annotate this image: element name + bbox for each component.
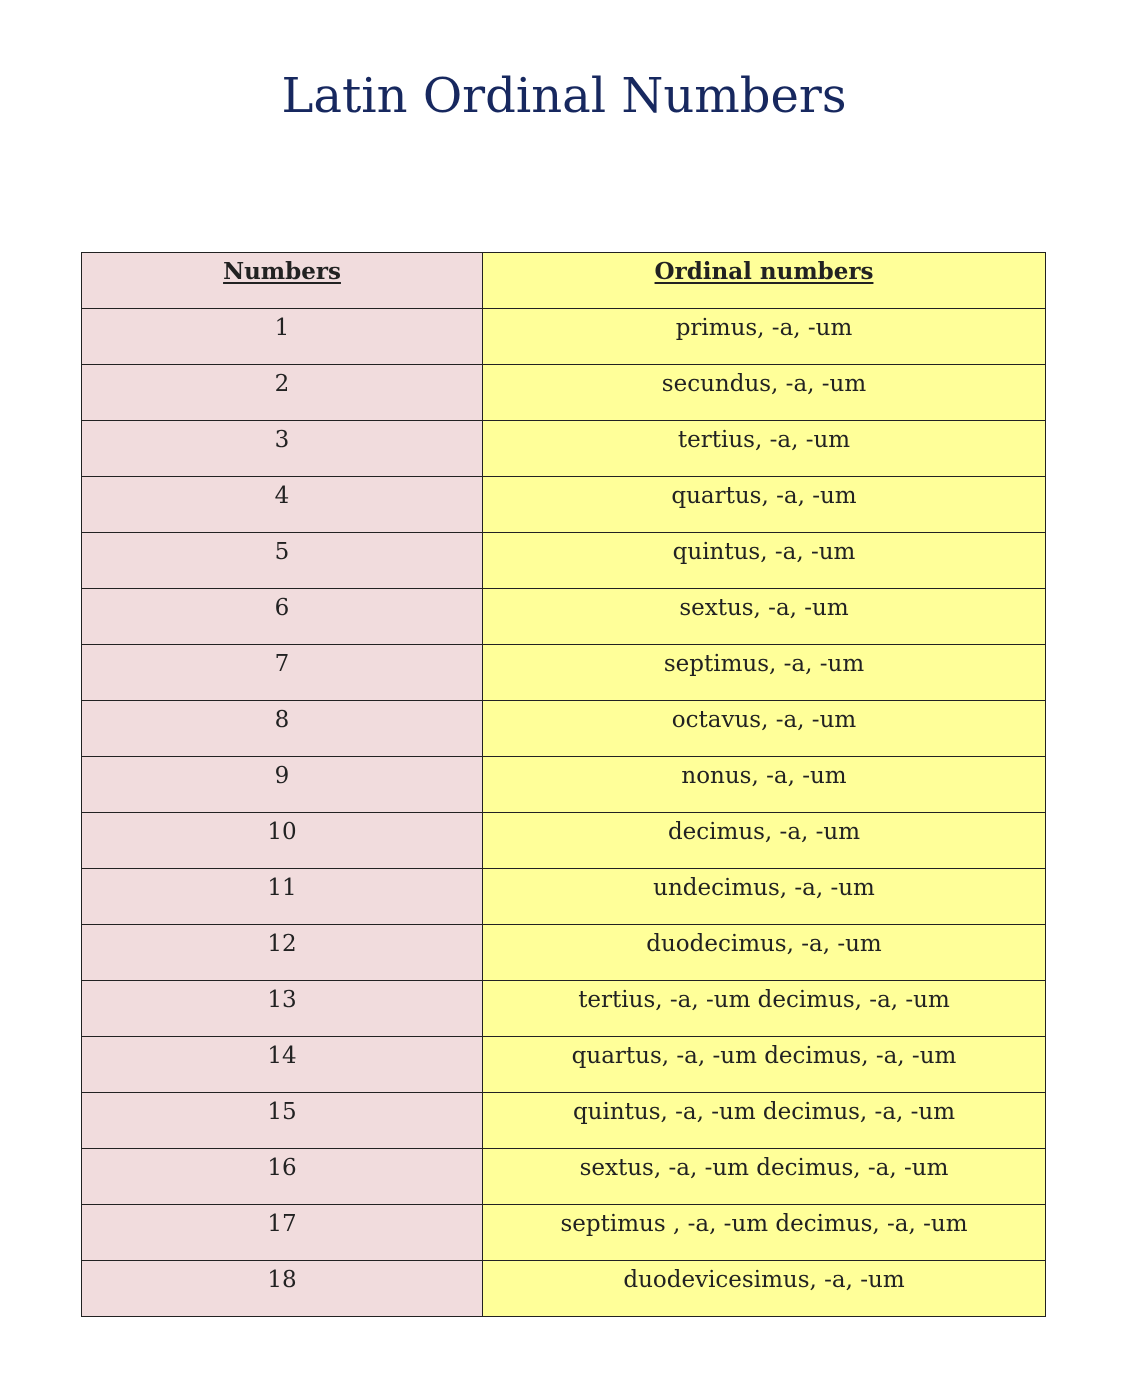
ordinal-cell: decimus, -a, -um <box>483 813 1046 869</box>
number-cell: 5 <box>82 533 483 589</box>
number-cell: 15 <box>82 1093 483 1149</box>
ordinal-cell: octavus, -a, -um <box>483 701 1046 757</box>
number-cell: 17 <box>82 1205 483 1261</box>
ordinal-cell: nonus, -a, -um <box>483 757 1046 813</box>
ordinal-cell: quartus, -a, -um decimus, -a, -um <box>483 1037 1046 1093</box>
ordinal-cell: duodevicesimus, -a, -um <box>483 1261 1046 1317</box>
number-cell: 18 <box>82 1261 483 1317</box>
number-cell: 12 <box>82 925 483 981</box>
ordinal-cell: undecimus, -a, -um <box>483 869 1046 925</box>
ordinal-cell: septimus , -a, -um decimus, -a, -um <box>483 1205 1046 1261</box>
number-cell: 2 <box>82 365 483 421</box>
table-row <box>82 421 1046 477</box>
table-row <box>82 869 1046 925</box>
ordinal-cell: secundus, -a, -um <box>483 365 1046 421</box>
table-row <box>82 813 1046 869</box>
ordinal-cell: quintus, -a, -um decimus, -a, -um <box>483 1093 1046 1149</box>
table-row <box>82 309 1046 365</box>
ordinal-cell: sextus, -a, -um <box>483 589 1046 645</box>
table-row <box>82 477 1046 533</box>
table-row <box>82 533 1046 589</box>
ordinal-cell: sextus, -a, -um decimus, -a, -um <box>483 1149 1046 1205</box>
header-ordinal-numbers-label: Ordinal numbers <box>654 258 874 285</box>
number-cell: 10 <box>82 813 483 869</box>
table-row <box>82 365 1046 421</box>
ordinal-cell: tertius, -a, -um <box>483 421 1046 477</box>
number-cell: 7 <box>82 645 483 701</box>
table-row <box>82 1093 1046 1149</box>
ordinal-numbers-table <box>81 252 1046 1317</box>
number-cell: 6 <box>82 589 483 645</box>
table-header-row <box>82 253 1046 309</box>
number-cell: 14 <box>82 1037 483 1093</box>
header-numbers-label: Numbers <box>223 258 341 285</box>
table-row <box>82 701 1046 757</box>
number-cell: 8 <box>82 701 483 757</box>
ordinal-cell: tertius, -a, -um decimus, -a, -um <box>483 981 1046 1037</box>
table-row <box>82 925 1046 981</box>
number-cell: 1 <box>82 309 483 365</box>
number-cell: 11 <box>82 869 483 925</box>
number-cell: 4 <box>82 477 483 533</box>
header-numbers <box>82 253 483 309</box>
ordinal-cell: quintus, -a, -um <box>483 533 1046 589</box>
table-row <box>82 1037 1046 1093</box>
table-row <box>82 1149 1046 1205</box>
table-row <box>82 1261 1046 1317</box>
number-cell: 9 <box>82 757 483 813</box>
table-row <box>82 645 1046 701</box>
page-title: Latin Ordinal Numbers <box>281 68 847 124</box>
table-row <box>82 589 1046 645</box>
ordinal-cell: primus, -a, -um <box>483 309 1046 365</box>
ordinal-cell: septimus, -a, -um <box>483 645 1046 701</box>
table-row <box>82 1205 1046 1261</box>
table-row <box>82 757 1046 813</box>
header-ordinal-numbers <box>483 253 1046 309</box>
number-cell: 3 <box>82 421 483 477</box>
number-cell: 13 <box>82 981 483 1037</box>
ordinal-cell: duodecimus, -a, -um <box>483 925 1046 981</box>
table-row <box>82 981 1046 1037</box>
number-cell: 16 <box>82 1149 483 1205</box>
ordinal-cell: quartus, -a, -um <box>483 477 1046 533</box>
